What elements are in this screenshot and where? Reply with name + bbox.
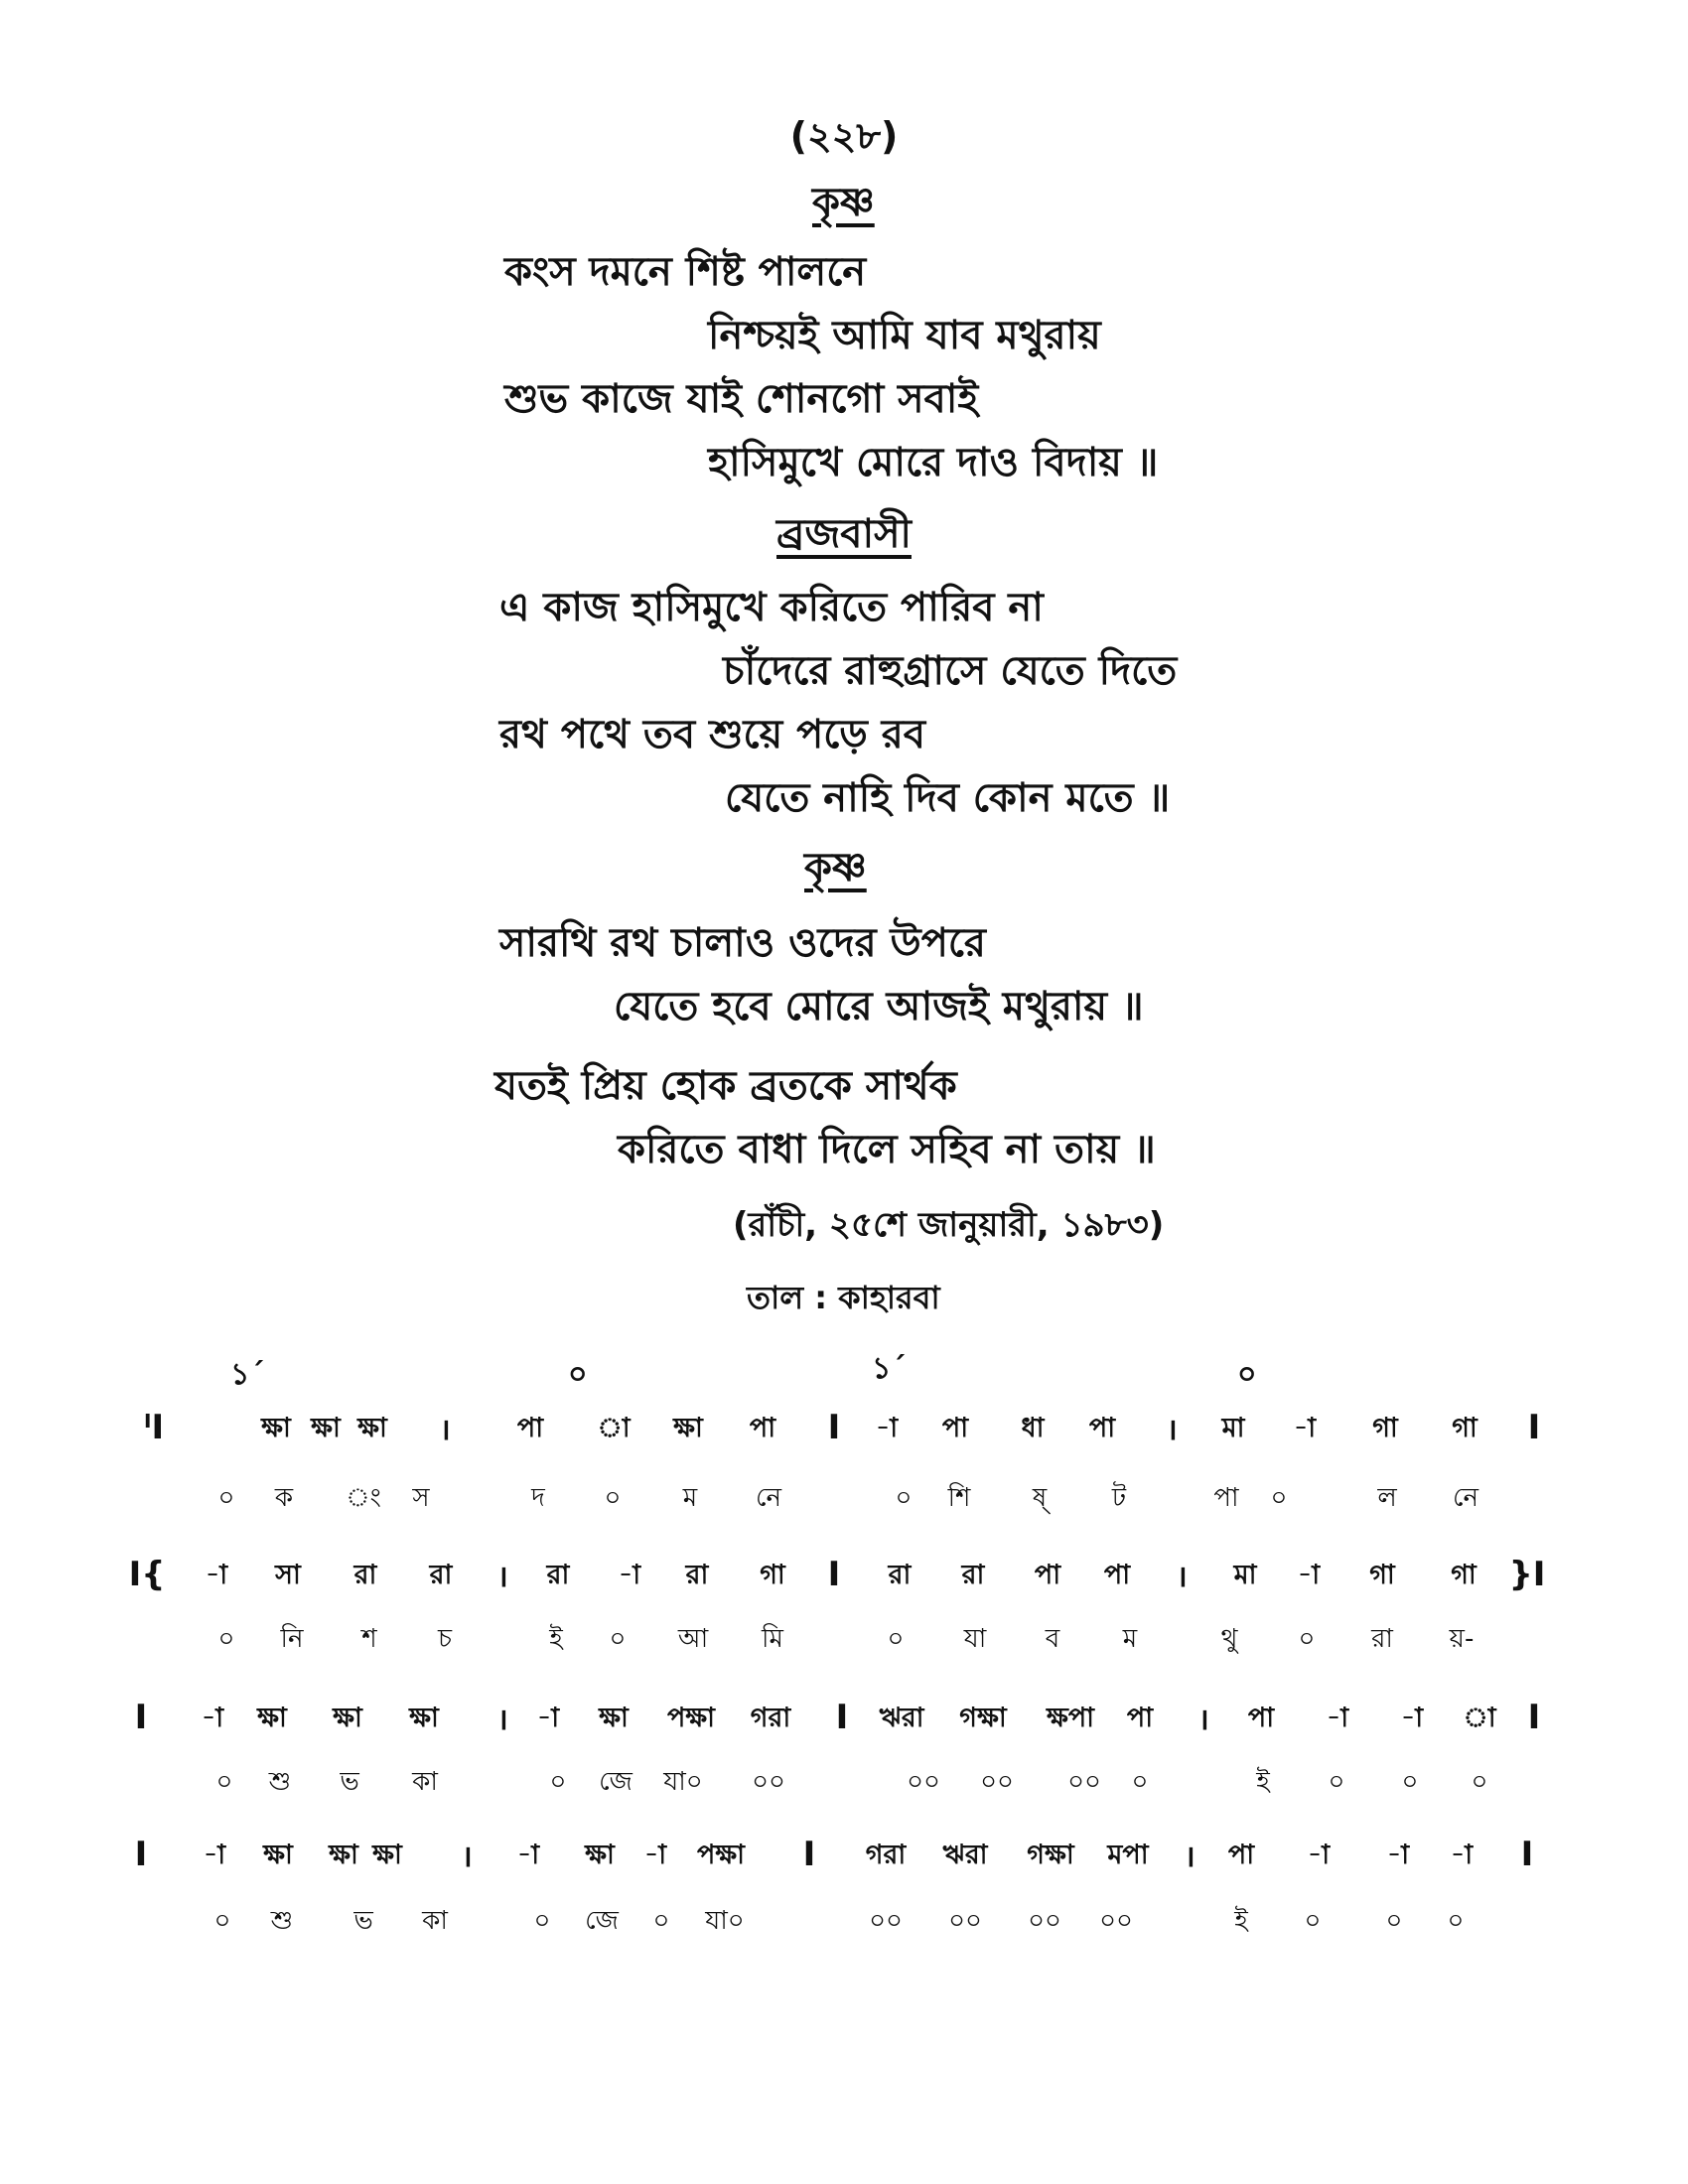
syllable: যা০ (663, 1767, 703, 1797)
syllable: ০০ (907, 1767, 940, 1797)
bar-line: I (827, 1408, 841, 1447)
syllable: চ (437, 1624, 453, 1654)
syllable: ০০ (980, 1767, 1014, 1797)
note: া (1463, 1703, 1496, 1733)
lyric-line: যেতে হবে মোরে আজই মথুরায় ॥ (614, 984, 1144, 1029)
note: ধা (1021, 1413, 1045, 1443)
syllable: ০ (895, 1483, 913, 1513)
note: পক্ষা (666, 1703, 716, 1733)
note: -া (536, 1703, 560, 1733)
syllable: শু (268, 1767, 292, 1797)
syllable: ০ (549, 1767, 567, 1797)
syllable: ০ (1401, 1767, 1419, 1797)
notation-syllables-row (0, 1618, 1688, 1662)
note: ক্ষা (329, 1840, 358, 1870)
bar-line: । (1176, 1560, 1188, 1594)
note: ঋরা (879, 1703, 924, 1733)
note: গা (760, 1560, 785, 1590)
page-number: (২২৮) (789, 114, 899, 158)
note: পা (1227, 1840, 1255, 1870)
note: পা (941, 1413, 969, 1443)
syllable: ০০ (1099, 1906, 1133, 1936)
bar-line: । (496, 1560, 508, 1594)
beat-mark: ০ (568, 1357, 588, 1392)
syllable: দ (531, 1483, 545, 1513)
syllable: শু (270, 1906, 294, 1936)
lyric-line: নিশ্চয়ই আমি যাব মথুরায় (708, 313, 1101, 358)
notation-syllables-row (0, 1761, 1688, 1805)
bar-line: I (835, 1698, 849, 1737)
syllable: ০ (533, 1906, 551, 1936)
syllable: ০ (1447, 1906, 1465, 1936)
note: রা (961, 1560, 985, 1590)
syllable: ০ (1471, 1767, 1488, 1797)
syllable: জে (585, 1906, 619, 1936)
syllable: ০ (1131, 1767, 1149, 1797)
beat-mark: ১´ (230, 1357, 265, 1392)
note: পা (1247, 1703, 1275, 1733)
syllable: ক (274, 1483, 294, 1513)
bar-line: I (827, 1555, 841, 1594)
lyric-line: করিতে বাধা দিলে সহিব না তায় ॥ (618, 1127, 1156, 1172)
note: ক্ষা (673, 1413, 703, 1443)
note: গা (1372, 1413, 1398, 1443)
note: ক্ষা (257, 1703, 287, 1733)
note: মপা (1107, 1840, 1149, 1870)
syllable: ০০ (869, 1906, 903, 1936)
note: রা (546, 1560, 570, 1590)
note: -া (1400, 1703, 1424, 1733)
note: ক্ষা (409, 1703, 439, 1733)
note: ঋরা (942, 1840, 988, 1870)
note: -া (1293, 1413, 1317, 1443)
speaker-heading: কৃষ্ণ (812, 180, 875, 225)
note: পা (1126, 1703, 1154, 1733)
syllable: আ (677, 1624, 709, 1654)
note: -া (1450, 1840, 1474, 1870)
note: পা (1034, 1560, 1061, 1590)
syllable: ব (1045, 1624, 1060, 1654)
lyric-line: যতই প্রিয় হোক ব্রতকে সার্থক (494, 1063, 957, 1109)
bar-line: I{ (128, 1555, 166, 1594)
syllable: নে (755, 1483, 782, 1513)
syllable: ম (682, 1483, 698, 1513)
note: গা (1451, 1560, 1477, 1590)
syllable: ষ্ (1032, 1483, 1048, 1513)
bar-line: I (1520, 1835, 1534, 1874)
lyric-line: হাসিমুখে মোরে দাও বিদায় ॥ (708, 440, 1159, 485)
note: -া (643, 1840, 667, 1870)
syllable: রা (1371, 1624, 1393, 1654)
syllable: ০ (1304, 1906, 1322, 1936)
syllable: জে (599, 1767, 633, 1797)
syllable: য়- (1449, 1624, 1475, 1654)
note: ক্ষা (357, 1413, 387, 1443)
syllable: নে (1452, 1483, 1479, 1513)
bar-line: I (802, 1835, 816, 1874)
syllable: ট (1111, 1483, 1127, 1513)
notation-notes-row (0, 1555, 1688, 1598)
note: -া (875, 1413, 899, 1443)
bar-line: }I (1508, 1555, 1546, 1594)
note: -া (205, 1560, 228, 1590)
lyric-line: যেতে নাহি দিব কোন মতে ॥ (725, 775, 1171, 821)
syllable: ০ (1385, 1906, 1403, 1936)
syllable: ০ (217, 1483, 235, 1513)
syllable: ০০ (1067, 1767, 1101, 1797)
note: গরা (865, 1840, 907, 1870)
syllable: নি (280, 1624, 304, 1654)
bar-line: । (1184, 1840, 1196, 1874)
syllable: ০ (217, 1624, 235, 1654)
note: ক্ষা (599, 1703, 629, 1733)
syllable: কা (412, 1767, 438, 1797)
note: ক্ষা (333, 1703, 362, 1733)
syllable: কা (422, 1906, 448, 1936)
syllable: ভ (340, 1767, 359, 1797)
note: গা (1369, 1560, 1395, 1590)
note: পক্ষা (696, 1840, 746, 1870)
syllable: ভ (353, 1906, 373, 1936)
note: মা (1233, 1560, 1257, 1590)
note: ক্ষা (263, 1840, 293, 1870)
lyric-line: শুভ কাজে যাই শোনগো সবাই (504, 376, 979, 422)
syllable: শ (361, 1624, 377, 1654)
tala-label: তাল : কাহারবা (747, 1279, 940, 1316)
note: -া (618, 1560, 641, 1590)
syllable: ই (1256, 1767, 1270, 1797)
syllable: ০ (1298, 1624, 1316, 1654)
syllable: ০০ (948, 1906, 982, 1936)
syllable: পা (1213, 1483, 1239, 1513)
notation-notes-row (0, 1835, 1688, 1878)
note: -া (1297, 1560, 1321, 1590)
note: গক্ষা (1027, 1840, 1074, 1870)
note: গরা (750, 1703, 791, 1733)
syllable: ই (1234, 1906, 1248, 1936)
note: ক্ষা (261, 1413, 291, 1443)
note: গা (1452, 1413, 1477, 1443)
syllable: ০ (1270, 1483, 1288, 1513)
lyric-line: চাঁদেরে রাহুগ্রাসে যেতে দিতে (723, 648, 1178, 694)
note: গক্ষা (959, 1703, 1007, 1733)
note: পা (749, 1413, 776, 1443)
beat-mark: ১´ (872, 1351, 907, 1386)
syllable: ০ (604, 1483, 622, 1513)
bar-line: । (439, 1413, 451, 1447)
note: -া (203, 1840, 226, 1870)
syllable: ০ (887, 1624, 905, 1654)
notation-notes-row (0, 1408, 1688, 1451)
syllable: যা (963, 1624, 987, 1654)
note: পা (1088, 1413, 1116, 1443)
syllable: ০ (215, 1767, 233, 1797)
lyric-line: রথ পথে তব শুয়ে পড়ে রব (499, 712, 926, 757)
speaker-heading: কৃষ্ণ (804, 845, 867, 890)
note: -া (201, 1703, 224, 1733)
syllable: মি (762, 1624, 783, 1654)
syllable: শি (947, 1483, 971, 1513)
note: সা (275, 1560, 301, 1590)
note: রা (353, 1560, 377, 1590)
beat-mark: ০ (1237, 1357, 1257, 1392)
note: ক্ষা (311, 1413, 341, 1443)
bar-line: । (461, 1840, 473, 1874)
note: পা (516, 1413, 544, 1443)
notation-notes-row (0, 1698, 1688, 1741)
note: ক্ষা (372, 1840, 402, 1870)
syllable: ০০ (752, 1767, 785, 1797)
lyric-line: কংস দমনে শিষ্ট পালনে (504, 249, 867, 295)
note: মা (1221, 1413, 1245, 1443)
note: পা (1103, 1560, 1131, 1590)
syllable: যা০ (705, 1906, 745, 1936)
note: -া (1326, 1703, 1349, 1733)
syllable: ০ (652, 1906, 670, 1936)
syllable: ০০ (1028, 1906, 1061, 1936)
notation-syllables-row (0, 1900, 1688, 1944)
syllable: ই (549, 1624, 563, 1654)
note: া (597, 1413, 631, 1443)
syllable: ল (1377, 1483, 1397, 1513)
bar-line: । (496, 1703, 508, 1737)
lyric-line: সারথি রথ চালাও ওদের উপরে (499, 920, 986, 966)
note: রা (685, 1560, 709, 1590)
bar-line: I (1527, 1698, 1541, 1737)
bar-line: I (134, 1698, 148, 1737)
note: -া (516, 1840, 540, 1870)
syllable: ০ (213, 1906, 231, 1936)
bar-line: ᑊI (143, 1408, 165, 1447)
composition-date: (রাঁচী, ২৫শে জানুয়ারী, ১৯৮৩) (733, 1205, 1165, 1245)
speaker-heading: ব্রজবাসী (776, 511, 912, 557)
note: রা (888, 1560, 912, 1590)
lyric-line: এ কাজ হাসিমুখে করিতে পারিব না (499, 585, 1044, 630)
note: ক্ষা (585, 1840, 615, 1870)
bar-line: । (1197, 1703, 1209, 1737)
syllable: ০ (1328, 1767, 1345, 1797)
note: -া (1307, 1840, 1331, 1870)
syllable: থু (1220, 1624, 1238, 1654)
syllable: ম (1122, 1624, 1138, 1654)
syllable: ং (346, 1483, 381, 1513)
syllable: ০ (609, 1624, 627, 1654)
bar-line: I (134, 1835, 148, 1874)
bar-line: । (1166, 1413, 1178, 1447)
note: ক্ষপা (1046, 1703, 1095, 1733)
note: রা (429, 1560, 453, 1590)
notation-syllables-row (0, 1477, 1688, 1521)
bar-line: I (1527, 1408, 1541, 1447)
syllable: স (412, 1483, 430, 1513)
note: -া (1386, 1840, 1410, 1870)
